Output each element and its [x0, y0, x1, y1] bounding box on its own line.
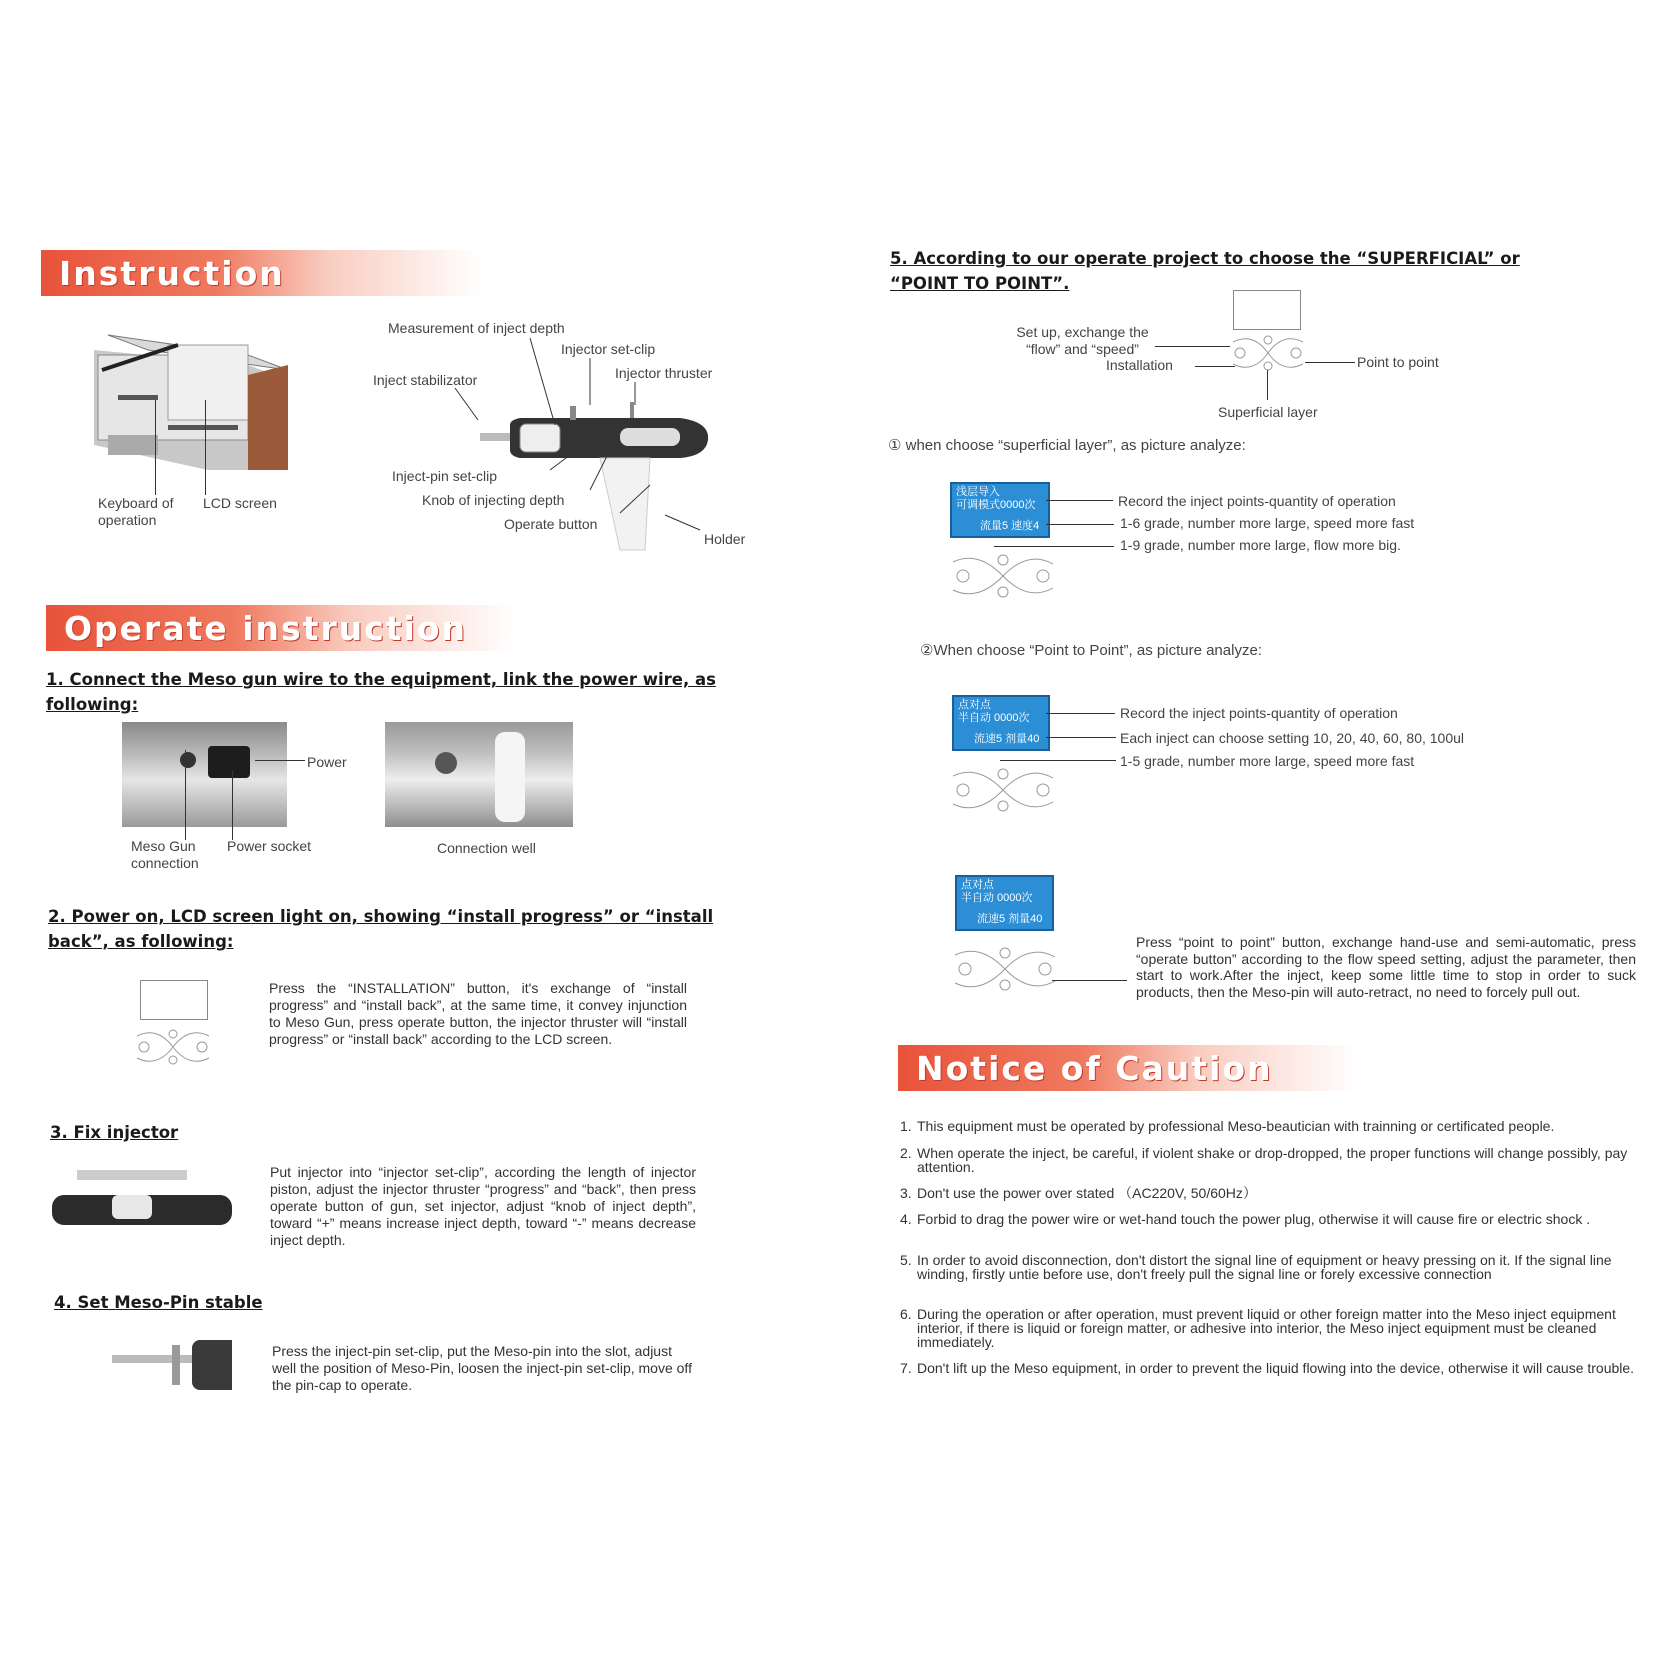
caution-num: 5.	[900, 1252, 912, 1268]
label-holder: Holder	[704, 531, 746, 547]
fix-injector-image	[52, 1165, 232, 1227]
caution-num: 1.	[900, 1118, 912, 1134]
caution-title: Notice of Caution	[916, 1049, 1273, 1088]
caution-text: In order to avoid disconnection, don't distort the signal line of equipment or heavy pressing on it. If the signal line winding, firstly untie before use, don't freely pull the signal line or forely excessive connection	[917, 1252, 1612, 1282]
step3-text: Put injector into “injector set-clip”, according the length of injector piston, adjust the injector thruster “progress” and “back”, then press operate button of gun, set injector, adjust “knob of inject depth”, toward “+” means increase inject depth, toward “-” means decrease inject depth.	[270, 1164, 696, 1248]
label-power: Power	[307, 754, 347, 770]
label-keyboard: Keyboard of operation	[98, 495, 174, 528]
keypad-icon	[132, 1028, 214, 1066]
power-panel-image	[122, 722, 287, 827]
label-operate-button: Operate button	[504, 516, 598, 532]
device-image	[88, 325, 298, 475]
case1-desc1: Record the inject points-quantity of operation	[1118, 493, 1396, 509]
step3-heading: 3. Fix injector	[50, 1123, 179, 1142]
caution-text: Forbid to drag the power wire or wet-hand touch the power plug, otherwise it will cause fire or electric shock .	[917, 1211, 1591, 1227]
caution-num: 4.	[900, 1211, 912, 1227]
case2-lcd	[952, 695, 1050, 751]
case3-lcd	[955, 875, 1054, 931]
label-injector-set-clip: Injector set-clip	[561, 341, 656, 357]
caution-banner	[898, 1045, 1358, 1091]
case1-title: ① when choose “superficial layer”, as picture analyze:	[888, 437, 1246, 454]
step5-keypad	[1228, 334, 1308, 372]
case1-lcd-line2: 可调模式0000次	[956, 499, 1036, 511]
label-meso-gun-connection: Meso Gun connection	[131, 838, 199, 871]
case1-lcd-line1: 浅层导入	[956, 486, 1000, 498]
operate-title: Operate instruction	[64, 609, 468, 648]
step5-lcd-outline	[1233, 290, 1301, 330]
instruction-title: Instruction	[59, 254, 285, 293]
caution-num: 7.	[900, 1360, 912, 1376]
caution-num: 2.	[900, 1145, 912, 1161]
gun-leader-lines	[450, 330, 730, 540]
case3-text: Press “point to point” button, exchange hand-use and semi-automatic, press “operate button” according to the flow speed setting, adjust the parameter, then start to work.After the inject, keep some little time to stop in order to suck products, then the Meso-pin will auto-retract, no need to forcely pull out.	[1136, 934, 1636, 1000]
label-point-to-point: Point to point	[1357, 354, 1439, 370]
label-injector-thruster: Injector thruster	[615, 365, 713, 381]
label-connection-well: Connection well	[437, 840, 536, 856]
label-power-socket: Power socket	[227, 838, 312, 854]
caution-text: When operate the inject, be careful, if violent shake or drop-dropped, the proper functions will change possibly, pay attention.	[917, 1145, 1628, 1175]
case2-keypad	[948, 766, 1058, 814]
label-measurement: Measurement of inject depth	[388, 320, 565, 336]
operate-banner	[46, 605, 516, 651]
case3-lcd-line3: 流速5 剂量40	[977, 913, 1043, 925]
label-setup: Set up, exchange the “flow” and “speed”	[1016, 324, 1149, 357]
lcd-outline-icon	[140, 980, 208, 1020]
case1-lcd	[950, 482, 1050, 538]
case1-keypad	[948, 552, 1058, 600]
case1-desc3: 1-9 grade, number more large, flow more big.	[1120, 537, 1401, 553]
case2-lcd-line2: 半自动 0000次	[958, 712, 1030, 724]
caution-text: Don't use the power over stated （AC220V, 50/60Hz）	[917, 1185, 1257, 1201]
case3-keypad	[950, 945, 1060, 993]
case2-desc3: 1-5 grade, number more large, speed more fast	[1120, 753, 1415, 769]
label-superficial-layer: Superficial layer	[1218, 404, 1318, 420]
case2-lcd-line1: 点对点	[958, 699, 991, 711]
meso-pin-image	[112, 1330, 232, 1390]
case2-title: ②When choose “Point to Point”, as picture analyze:	[920, 642, 1262, 659]
case1-desc2: 1-6 grade, number more large, speed more fast	[1120, 515, 1415, 531]
step1-heading: 1. Connect the Meso gun wire to the equipment, link the power wire, as following:	[46, 670, 716, 714]
case3-lcd-line2: 半自动 0000次	[961, 892, 1033, 904]
step4-heading: 4. Set Meso-Pin stable	[54, 1293, 263, 1312]
case1-lcd-line3: 流量5 速度4	[980, 520, 1040, 532]
caution-num: 3.	[900, 1185, 912, 1201]
step4-text: Press the inject-pin set-clip, put the Meso-pin into the slot, adjust well the position of Meso-Pin, loosen the inject-pin set-clip, move off the pin-cap to operate.	[272, 1343, 692, 1393]
label-inject-pin-clip: Inject-pin set-clip	[392, 468, 498, 484]
case2-desc2: Each inject can choose setting 10, 20, 40, 60, 80, 100ul	[1120, 730, 1465, 746]
label-inject-stabilizator: Inject stabilizator	[373, 372, 478, 388]
caution-text: This equipment must be operated by professional Meso-beautician with trainning or certificated people.	[917, 1118, 1555, 1134]
case2-lcd-line3: 流速5 剂量40	[974, 733, 1040, 745]
label-lcd-screen: LCD screen	[203, 495, 277, 511]
label-knob: Knob of injecting depth	[422, 492, 565, 508]
caution-text: During the operation or after operation, must prevent liquid or other foreign matter into the Meso inject equipment interior, if there is liquid or foreign matter, or adhesive into interior, the Meso inject equipment must be cleaned immediately.	[917, 1306, 1616, 1350]
caution-text: Don't lift up the Meso equipment, in order to prevent the liquid flowing into the device, otherwise it will cause trouble.	[917, 1360, 1635, 1376]
connection-well-image	[385, 722, 573, 827]
step2-text: Press the “INSTALLATION” button, it's exchange of “install progress” and “install back”, at the same time, it convey injunction to Meso Gun, press operate button, the injector thruster will “install progress” or “install back” according to the LCD screen.	[269, 980, 687, 1047]
case3-lcd-line1: 点对点	[961, 879, 994, 891]
step2-heading: 2. Power on, LCD screen light on, showing “install progress” or “install back”, as following:	[48, 907, 714, 951]
step5-heading: 5. According to our operate project to choose the “SUPERFICIAL” or “POINT TO POINT”.	[890, 249, 1520, 293]
instruction-banner	[41, 250, 481, 296]
label-installation: Installation	[1106, 357, 1173, 373]
case2-desc1: Record the inject points-quantity of operation	[1120, 705, 1398, 721]
caution-num: 6.	[900, 1306, 912, 1322]
